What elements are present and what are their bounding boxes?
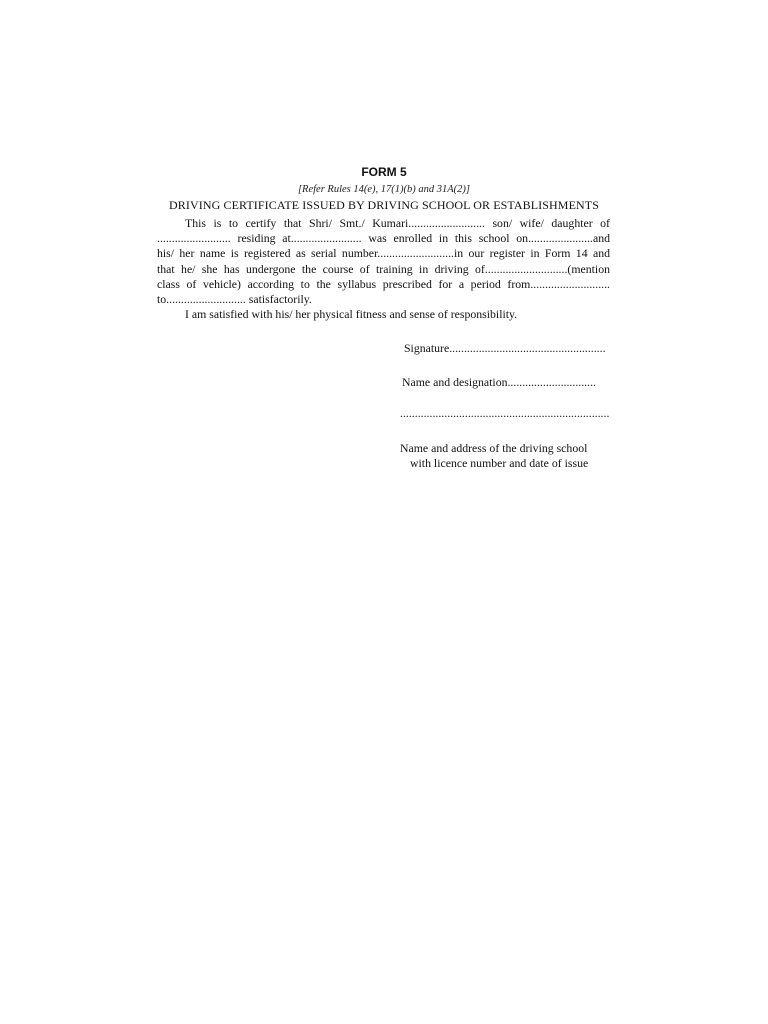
certificate-body [157,216,610,322]
body-line: his/ her name is registered as serial number..........................in our register in Form 14 and [157,246,610,261]
body-line: that he/ she has undergone the course of training in driving of............................(mention [157,261,610,276]
body-line: to........................... satisfactorily. [157,292,312,307]
signature-line: Signature..................................................... [404,341,606,355]
school-caption-line-2: with licence number and date of issue [410,456,589,470]
blank-dotted-line: ....................................................................... [400,406,610,420]
body-line: ......................... residing at........................ was enrolled in this school on......................and [157,231,610,246]
body-line: I am satisfied with his/ her physical fitness and sense of responsibility. [185,307,518,322]
body-line: class of vehicle) according to the syllabus prescribed for a period from........................... [157,276,610,291]
school-details-caption [400,441,615,471]
name-designation-line: Name and designation.............................. [402,375,596,389]
school-caption-line-1: Name and address of the driving school [400,441,588,455]
form-number: FORM 5 [361,165,407,179]
form-rules-reference: [Refer Rules 14(e), 17(1)(b) and 31A(2)] [297,184,471,195]
body-line: This is to certify that Shri/ Smt./ Kumari.......................... son/ wife/ daughter of [185,216,610,230]
form-heading: DRIVING CERTIFICATE ISSUED BY DRIVING SCHOOL OR ESTABLISHMENTS [169,198,599,212]
